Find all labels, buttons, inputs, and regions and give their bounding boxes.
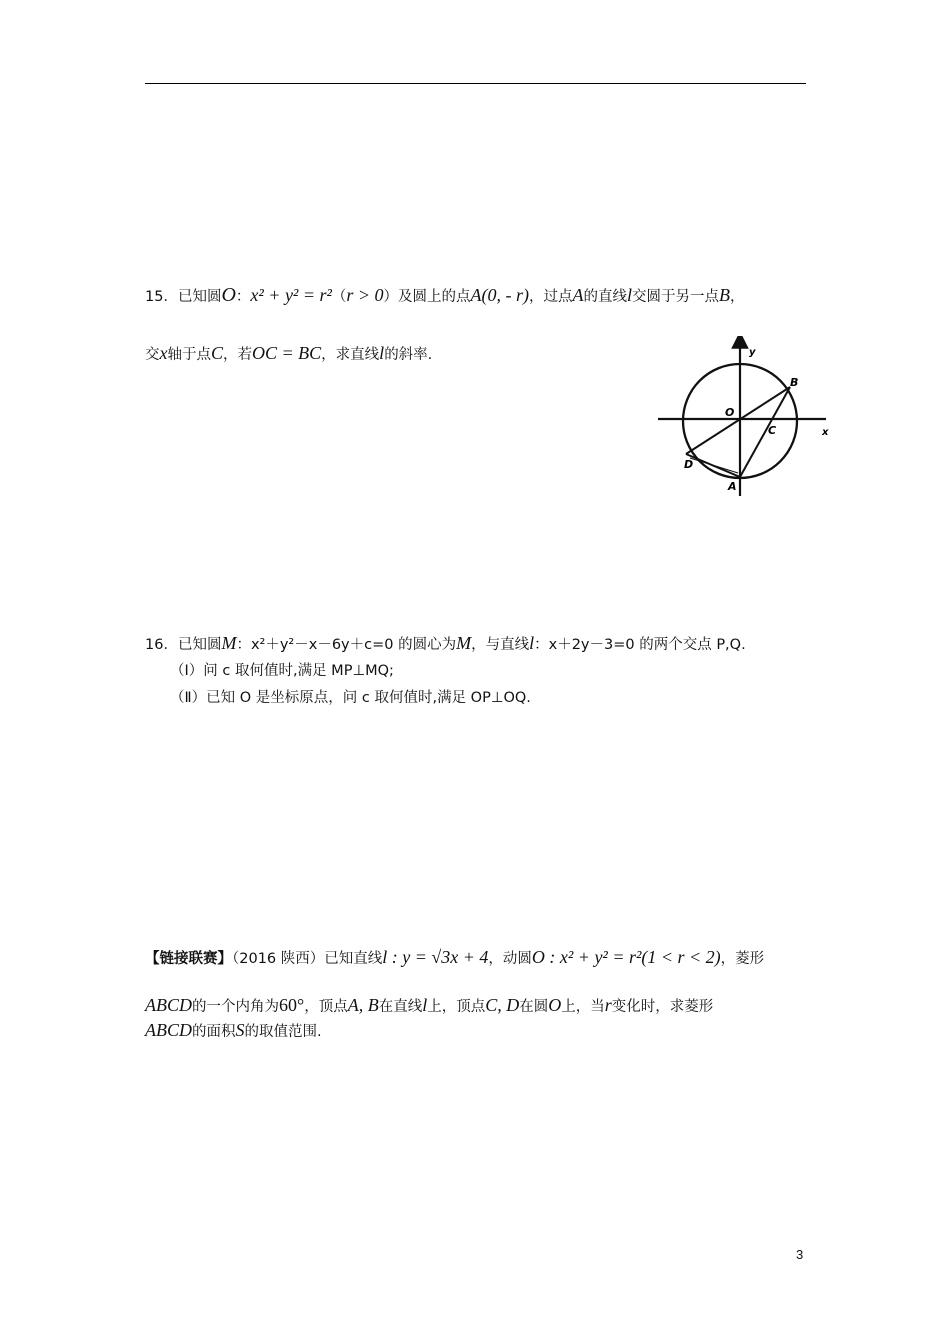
math-angle: 60° <box>279 995 305 1015</box>
math-cd: C, D <box>485 995 520 1015</box>
math-m: M <box>221 633 237 653</box>
math-l: l <box>529 633 535 653</box>
problem-number: 15． <box>145 289 178 305</box>
math-point-a: A(0, - r) <box>470 285 530 305</box>
text: ） <box>383 289 399 305</box>
math-abcd: ABCD <box>145 995 192 1015</box>
math-o: O <box>548 995 562 1015</box>
math-c: C <box>211 343 224 363</box>
text: ，与直线 <box>471 637 530 653</box>
problem-15-line-1 <box>145 284 745 308</box>
text: ，菱形 <box>720 951 765 967</box>
text: 及圆上的点 <box>398 289 471 305</box>
text: 的取值范围. <box>244 1024 322 1040</box>
header-rule <box>145 83 806 84</box>
chord-db <box>686 387 790 454</box>
link-problem-line-1 <box>145 946 764 970</box>
label-o: O <box>725 406 735 419</box>
link-problem-line-3 <box>145 1019 322 1043</box>
label-b: B <box>790 376 799 389</box>
math-circle-name: O <box>221 284 236 306</box>
math-oc-bc: OC = BC <box>252 343 322 363</box>
circle-diagram <box>656 336 840 498</box>
text: 的直线 <box>583 289 628 305</box>
problem-16-part-2 <box>170 686 531 709</box>
x-axis-label: x <box>822 427 829 438</box>
math-l: l <box>422 995 428 1015</box>
problem-15-line-2 <box>145 342 432 366</box>
text: 的一个内角为 <box>192 999 279 1015</box>
page-number: 3 <box>796 1247 804 1262</box>
text: （2016 陕西）已知直线 <box>232 951 383 967</box>
problem-16-line-1 <box>145 632 746 656</box>
math-abcd: ABCD <box>145 1020 192 1040</box>
text: 上，顶点 <box>427 999 486 1015</box>
text: 已知圆 <box>177 637 222 653</box>
text: ，过点 <box>529 289 573 305</box>
text: ，若 <box>223 347 253 363</box>
math-line-eq: l : y = √3x + 4 <box>382 947 489 967</box>
text: ，求直线 <box>321 347 380 363</box>
text: 在圆 <box>519 999 549 1015</box>
math-condition: r > 0 <box>346 285 384 305</box>
math-s: S <box>235 1020 245 1040</box>
math-l: l <box>627 285 633 305</box>
label-c: C <box>768 424 777 437</box>
text: 的斜率. <box>384 347 433 363</box>
tag: 【链接联赛】 <box>145 951 232 967</box>
text: ： <box>235 289 251 305</box>
chord-ab <box>740 387 790 477</box>
text: ，顶点 <box>304 999 348 1015</box>
link-problem-line-2 <box>145 994 713 1018</box>
text: 交 <box>145 347 160 363</box>
text: 轴于点 <box>167 347 211 363</box>
text: ，动圆 <box>488 951 532 967</box>
math-a: A <box>572 285 584 305</box>
problem-16-part-1 <box>170 659 394 682</box>
math-l: l <box>379 343 385 363</box>
text: 交圆于另一点 <box>632 289 720 305</box>
math-equation: x² + y² = r² <box>250 285 332 305</box>
label-a: A <box>728 480 737 493</box>
math-ab: A, B <box>347 995 379 1015</box>
text: ：x＋2y－3=0 的两个交点 P,Q. <box>534 637 746 653</box>
text: 变化时，求菱形 <box>611 999 714 1015</box>
text: 在直线 <box>378 999 423 1015</box>
text: 已知圆 <box>177 289 222 305</box>
math-circle-eq: O : x² + y² = r²(1 < r < 2) <box>531 947 721 967</box>
math-x: x <box>159 343 168 363</box>
text: ：x²＋y²－x－6y＋c=0 的圆心为 <box>236 637 457 653</box>
math-b: B <box>719 285 731 305</box>
text: 上，当 <box>561 999 605 1015</box>
math-r: r <box>604 995 612 1015</box>
label-d: D <box>684 458 694 471</box>
text: （Ⅰ）问 c 取何值时,满足 MP⊥MQ; <box>170 663 394 679</box>
math-m: M <box>456 633 472 653</box>
text: （Ⅱ）已知 O 是坐标原点，问 c 取何值时,满足 OP⊥OQ. <box>170 690 531 706</box>
problem-number: 16． <box>145 637 178 653</box>
text: （ <box>331 289 347 305</box>
text: 的面积 <box>192 1024 236 1040</box>
y-axis-label: y <box>749 347 756 358</box>
text: ， <box>730 289 745 305</box>
